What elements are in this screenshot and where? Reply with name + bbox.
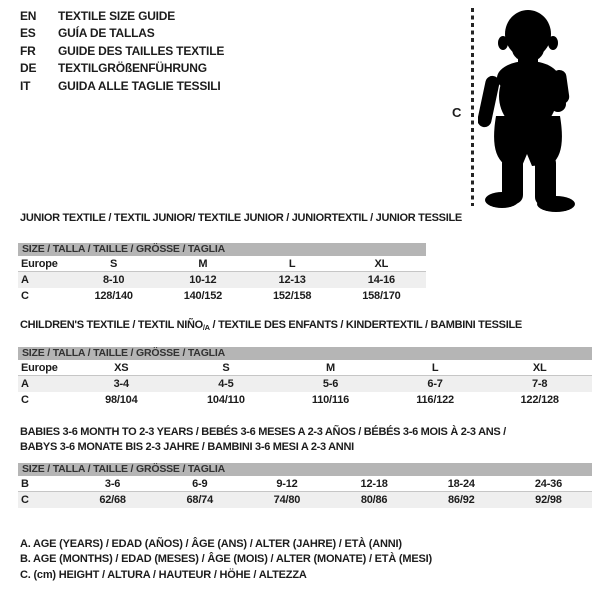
lang-label: GUIDE DES TAILLES TEXTILE xyxy=(58,43,225,58)
title-part: CHILDREN'S TEXTILE / TEXTIL NIÑO xyxy=(20,319,203,331)
lang-code: DE xyxy=(20,61,37,76)
table-row xyxy=(18,392,592,408)
language-guide xyxy=(20,8,224,95)
table-row xyxy=(18,360,592,376)
height-cell: 62/68 xyxy=(99,494,126,506)
row-label: A xyxy=(21,274,29,286)
height-measure-dashed-line xyxy=(471,8,474,206)
lang-code: FR xyxy=(20,43,36,58)
title-line: BABYS 3-6 MONATE BIS 2-3 JAHRE / BAMBINI 3-6 MESI A 2-3 ANNI xyxy=(20,440,354,453)
height-cell: 104/110 xyxy=(207,394,245,406)
age-cell: 3-4 xyxy=(113,378,129,390)
children-size-table xyxy=(18,347,592,408)
table-row xyxy=(18,272,426,288)
size-header-band: SIZE / TALLA / TAILLE / GRÖSSE / TAGLIA xyxy=(18,243,426,256)
height-cell: 110/116 xyxy=(311,394,350,406)
table-row xyxy=(18,288,426,304)
age-cell: 5-6 xyxy=(322,378,339,390)
age-cell: 9-12 xyxy=(276,478,298,490)
size-cell: L xyxy=(431,362,439,374)
lang-row-es xyxy=(20,25,224,42)
age-cell: 12-13 xyxy=(278,274,306,286)
age-cell: 24-36 xyxy=(534,478,563,490)
lang-code: EN xyxy=(20,9,37,23)
height-cell: 74/80 xyxy=(273,494,301,506)
footnote-a: A. AGE (YEARS) / EDAD (AÑOS) / ÂGE (ANS) / ALTER (JAHRE) / ETÀ (ANNI) xyxy=(20,538,402,550)
height-cell: 122/128 xyxy=(520,394,559,406)
size-cell: XS xyxy=(114,362,129,374)
age-cell: 6-9 xyxy=(192,478,208,490)
lang-label: TEXTILE SIZE GUIDE xyxy=(58,9,176,23)
height-measure-label: C xyxy=(452,105,462,120)
lang-label: GUÍA DE TALLAS xyxy=(58,26,155,41)
height-cell: 68/74 xyxy=(186,494,214,506)
height-cell: 80/86 xyxy=(360,494,388,506)
lang-row-en xyxy=(20,8,224,25)
age-cell: 12-18 xyxy=(360,478,388,490)
children-table-title xyxy=(20,319,522,332)
size-cell: S xyxy=(110,258,118,270)
lang-row-it xyxy=(20,78,224,95)
lang-label: TEXTILGRÖßENFÜHRUNG xyxy=(58,61,207,76)
age-cell: 8-10 xyxy=(103,274,125,286)
table-row xyxy=(18,376,592,392)
title-line: BABIES 3-6 MONTH TO 2-3 YEARS / BEBÉS 3-6 MESES A 2-3 AÑOS / BÉBÉS 3-6 MOIS À 2-3 ANS / xyxy=(20,426,506,438)
lang-label: GUIDA ALLE TAGLIE TESSILI xyxy=(58,78,221,93)
footnote-c: C. (cm) HEIGHT / ALTURA / HAUTEUR / HÖHE / ALTEZZA xyxy=(20,568,307,581)
babies-table-title xyxy=(20,425,590,454)
lang-code: IT xyxy=(20,78,31,93)
size-cell: XL xyxy=(374,258,389,270)
row-label: Europe xyxy=(21,258,58,270)
row-label: A xyxy=(21,378,29,390)
age-cell: 7-8 xyxy=(532,378,548,390)
height-cell: 128/140 xyxy=(94,290,133,302)
lang-row-de xyxy=(20,60,224,77)
lang-row-fr xyxy=(20,43,224,60)
row-label: Europe xyxy=(21,362,58,374)
size-cell: S xyxy=(222,362,230,374)
age-cell: 18-24 xyxy=(447,478,475,490)
table-row xyxy=(18,476,592,492)
height-cell: 152/158 xyxy=(272,290,312,302)
babies-size-table xyxy=(18,463,592,508)
lang-code: ES xyxy=(20,26,36,41)
height-cell: 98/104 xyxy=(105,394,138,406)
age-cell: 6-7 xyxy=(427,378,443,390)
title-part: / TEXTILE DES ENFANTS / KINDERTEXTIL / BAMBINI TESSILE xyxy=(209,319,522,331)
height-cell: 92/98 xyxy=(535,494,562,506)
size-cell: L xyxy=(288,258,296,270)
height-cell: 86/92 xyxy=(448,494,475,506)
row-label: C xyxy=(21,494,29,506)
size-cell: M xyxy=(326,362,335,374)
age-cell: 3-6 xyxy=(104,478,121,490)
height-cell: 140/152 xyxy=(183,290,223,302)
row-label: C xyxy=(21,290,29,302)
size-header-band: SIZE / TALLA / TAILLE / GRÖSSE / TAGLIA xyxy=(18,463,592,476)
height-cell: 158/170 xyxy=(362,290,401,302)
age-cell: 10-12 xyxy=(189,274,217,286)
footnotes xyxy=(20,537,432,583)
table-row xyxy=(18,256,426,272)
size-header-band: SIZE / TALLA / TAILLE / GRÖSSE / TAGLIA xyxy=(18,347,592,360)
table-row xyxy=(18,492,592,508)
baby-silhouette-icon xyxy=(478,6,590,212)
age-cell: 4-5 xyxy=(218,378,234,390)
footnote-b: B. AGE (MONTHS) / EDAD (MESES) / ÂGE (MOIS) / ALTER (MONATE) / ETÀ (MESI) xyxy=(20,553,432,566)
row-label: C xyxy=(21,394,29,406)
junior-size-table xyxy=(18,243,426,304)
junior-table-title: JUNIOR TEXTILE / TEXTIL JUNIOR/ TEXTILE JUNIOR / JUNIORTEXTIL / JUNIOR TESSILE xyxy=(20,212,462,224)
age-cell: 14-16 xyxy=(367,274,395,286)
size-cell: XL xyxy=(532,362,547,374)
row-label: B xyxy=(21,478,29,490)
title-part-sub: /A xyxy=(202,323,210,332)
size-cell: M xyxy=(198,258,208,270)
height-cell: 116/122 xyxy=(416,394,454,406)
